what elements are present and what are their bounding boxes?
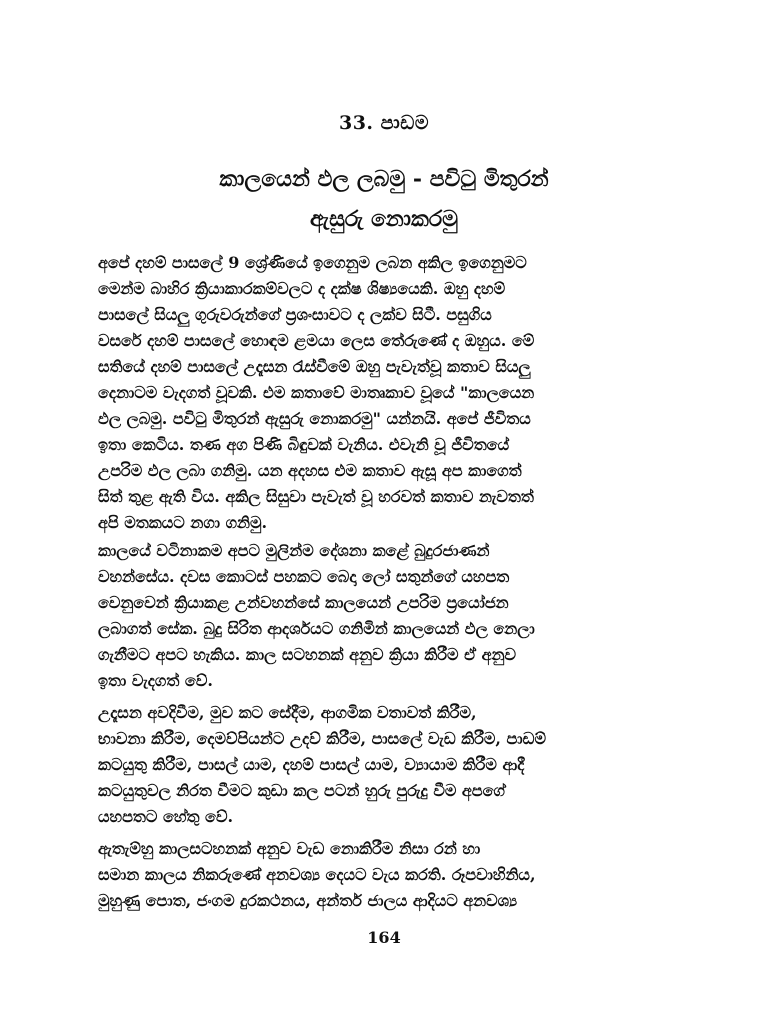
paragraph-4 [98, 836, 666, 914]
paragraph-line: කටයුතුවල නිරත වීමට කුඩා කල පටන් හුරු පුරුදු වීම අපගේ [98, 781, 505, 800]
paragraph-line: ඇතැම්හු කාලසටහනක් අනුව වැඩ නොකිරීම නිසා රන් හා [98, 839, 481, 858]
paragraph-line: මෙන්ම බාහිර ක්‍රියාකාරකම්වලට ද දක්ෂ ශිෂ්‍යයෙකි. ඔහු දහම් [98, 279, 506, 298]
paragraph-line: ඵල ලබමු. පවිටු මිතුරන් ඇසුරු නොකරමු" යන්නයි. අපේ ජීවිතය [98, 409, 531, 428]
paragraph-line: කාලයේ වටිනාකම අපට මුලින්ම දේශනා කළේ බුදුරජාණන් [98, 541, 490, 560]
paragraph-line: දෙනාටම වැදගත් වූවකි. එම කතාවේ මාතෘකාව වූයේ "කාලයෙන [98, 383, 535, 402]
paragraph-line: සමාන කාලය නිකරුණේ අනවශ්‍ය දෙයට වැය කරති. රූපවාහිනිය, [98, 865, 536, 884]
paragraph-line: ලබාගත් සේක. බුදු සිරිත ආදර්ශයට ගනිමින් කාලයෙන් ඵල නෙලා [98, 619, 535, 638]
paragraph-line: මුහුණු පොත, ජංගම දුරකථනය, අන්තර් ජාලය ආදියට අනවශ්‍ය [98, 891, 518, 910]
paragraph-line: අපි මතකයට නගා ගනිමු. [98, 513, 268, 532]
paragraph-line: යහපතට හේතු වේ. [98, 807, 234, 826]
paragraph-line: වහන්සේය. දවස කොටස් පහකට බෙදා ලෝ සතුන්ගේ යහපත [98, 567, 510, 586]
paragraph-line: ගැනීමට අපට හැකිය. කාල සටහනක් අනුව ක්‍රියා කිරීම ඒ අනුව [98, 645, 516, 664]
paragraph-line: වෙනුවෙන් ක්‍රියාකළ උන්වහන්සේ කාලයෙන් උපරිම ප්‍රයෝජන [98, 593, 509, 612]
paragraph-line: අපේ දහම් පාසලේ 9 ශ්‍රේණියේ ඉගෙනුම ලබන අකිල ඉගෙනුමට [98, 253, 527, 272]
paragraph-line: ඉතා වැදගත් වේ. [98, 671, 213, 690]
lesson-number: 33. පාඩම [338, 112, 430, 134]
paragraph-line: උදෑසන අවදිවීම, මුව කට සේදීම, ආගමික වතාවත් කිරීම, [98, 703, 477, 722]
paragraph-3 [98, 700, 666, 830]
paragraph-line: සිත් තුළ ඇති විය. අකිල සිසුවා පැවැත් වූ හරවත් කතාව නැවතත් [98, 487, 534, 506]
paragraph-line: උපරිම ඵල ලබා ගනිමු. යන අදහස එම කතාව ඇසූ අප කාගෙත් [98, 461, 522, 480]
paragraph-1 [98, 250, 666, 536]
page-title: කාලයෙන් ඵල ලබමු - පවිටු මිතුරන් [219, 166, 549, 192]
paragraph-line: සතියේ දහම් පාසලේ උදෑසන රැස්වීමේ ඔහු පැවැත්වූ කතාව සියලු [98, 357, 531, 376]
page-subtitle: ඇසුරු නොකරමු [309, 206, 459, 232]
paragraph-line: පාසලේ සියලු ගුරුවරුන්ගේ ප්‍රශංසාවට ද ලක්ව සිටී. පසුගිය [98, 305, 492, 324]
paragraph-2 [98, 538, 666, 694]
paragraph-line: ඉතා කෙටිය. තණ අග පිණි බිඳුවක් වැනිය. එවැනි වූ ජීවිතයේ [98, 435, 510, 454]
paragraph-line: කටයුතු කිරීම, පාසල් යාම, දහම් පාසල් යාම, ව්‍යායාම කිරීම ආදී [98, 755, 525, 774]
paragraph-line: වසරේ දහම් පාසලේ හොඳම ළමයා ලෙස තේරුණේ ද ඔහුය. මේ [98, 331, 535, 350]
page-number: 164 [367, 928, 401, 947]
paragraph-line: භාවනා කිරීම, දෙමව්පියන්ට උදව් කිරීම, පාසලේ වැඩ කිරීම, පාඩම් [98, 729, 547, 748]
